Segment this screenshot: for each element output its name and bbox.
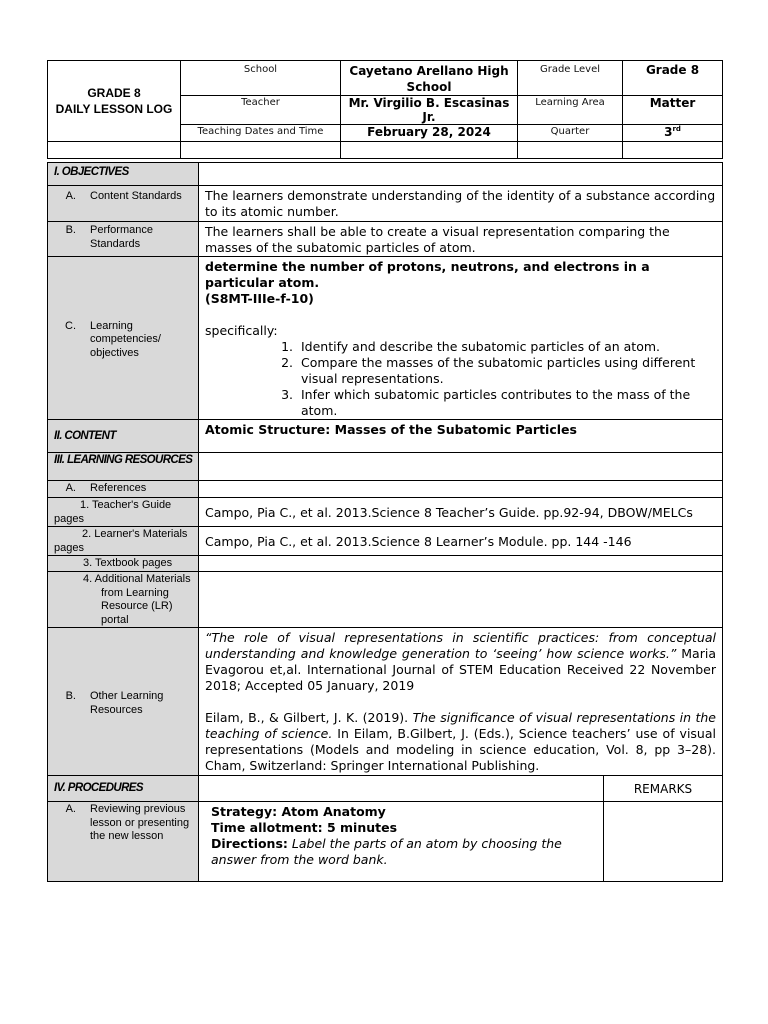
objective-item: 3. Infer which subatomic particles contributes to the mass of the atom. bbox=[297, 387, 716, 419]
row-letter: A. bbox=[65, 803, 76, 815]
reviewing-content-cell bbox=[199, 802, 604, 882]
content-text: Atomic Structure: Masses of the Subatomic Particles bbox=[199, 420, 723, 453]
textbook-label: 3. Textbook pages bbox=[48, 556, 199, 572]
reference-1-title: “The role of visual representations in scientific practices: from conceptual understanding and knowledge generation to ‘seeing’ how science works.” bbox=[205, 630, 716, 661]
reference-2-title: The significance of visual representations in the teaching of science. bbox=[205, 710, 716, 741]
strategy-text: Strategy: Atom Anatomy bbox=[211, 804, 386, 819]
quarter-label: Quarter bbox=[518, 125, 623, 142]
empty-cell bbox=[199, 453, 723, 481]
additional-materials-label: 4. Additional Materials from Learning Resource (LR) portal bbox=[83, 573, 191, 626]
empty-cell bbox=[518, 142, 623, 159]
specifically-label: specifically: bbox=[205, 323, 278, 338]
grade-level-label: Grade Level bbox=[518, 61, 623, 96]
learners-materials-label-cell bbox=[48, 527, 199, 556]
references-label: References bbox=[90, 482, 147, 494]
row-letter: B. bbox=[65, 224, 76, 236]
learning-resources-heading: III. LEARNING RESOURCES bbox=[48, 453, 199, 481]
teachers-guide-label-cell bbox=[48, 498, 199, 527]
school-value: Cayetano Arellano High School bbox=[341, 61, 518, 96]
empty-cell bbox=[199, 481, 723, 498]
empty-cell bbox=[181, 142, 341, 159]
empty-cell bbox=[199, 556, 723, 572]
competency-code: (S8MT-IIIe-f-10) bbox=[205, 291, 314, 306]
additional-materials-label-cell bbox=[48, 572, 199, 628]
dll-header-table bbox=[47, 60, 723, 159]
reference-1 bbox=[205, 630, 716, 694]
grade-title: GRADE 8 bbox=[87, 86, 141, 100]
other-resources-label: Other Learning Resources bbox=[90, 690, 164, 716]
other-resources-cell bbox=[199, 628, 723, 776]
teachers-guide-text: Campo, Pia C., et al. 2013.Science 8 Teacher’s Guide. pp.92-94, DBOW/MELCs bbox=[199, 498, 723, 527]
teacher-label: Teacher bbox=[181, 96, 341, 125]
dates-value: February 28, 2024 bbox=[341, 125, 518, 142]
competencies-label-cell bbox=[48, 257, 199, 420]
objective-item: 2. Compare the masses of the subatomic particles using different visual representations. bbox=[297, 355, 716, 387]
dll-title: DAILY LESSON LOG bbox=[55, 102, 173, 116]
objectives-list bbox=[205, 339, 716, 419]
quarter-suffix: rd bbox=[672, 125, 681, 133]
learners-materials-label: 2. Learner's Materials pages bbox=[54, 528, 188, 554]
competency-main: determine the number of protons, neutrons, and electrons in a particular atom. bbox=[205, 259, 650, 290]
teacher-value: Mr. Virgilio B. Escasinas Jr. bbox=[341, 96, 518, 125]
dates-label: Teaching Dates and Time bbox=[181, 125, 341, 142]
row-letter: A. bbox=[65, 482, 76, 494]
references-label-cell bbox=[48, 481, 199, 498]
procedures-heading: IV. PROCEDURES bbox=[48, 776, 199, 802]
row-letter: B. bbox=[65, 690, 76, 702]
empty-cell bbox=[199, 572, 723, 628]
objective-item: 1. Identify and describe the subatomic particles of an atom. bbox=[297, 339, 716, 355]
time-allotment-text: Time allotment: 5 minutes bbox=[211, 820, 398, 835]
empty-cell bbox=[199, 776, 604, 802]
learners-materials-text: Campo, Pia C., et al. 2013.Science 8 Learner’s Module. pp. 144 -146 bbox=[199, 527, 723, 556]
content-heading: II. CONTENT bbox=[48, 420, 199, 453]
empty-cell bbox=[48, 142, 181, 159]
reference-2-authors: Eilam, B., & Gilbert, J. K. (2019). bbox=[205, 710, 413, 725]
remarks-cell bbox=[604, 802, 723, 882]
other-resources-label-cell bbox=[48, 628, 199, 776]
content-standards-label-cell bbox=[48, 186, 199, 222]
performance-standards-label: Performance Standards bbox=[90, 224, 153, 250]
reference-2 bbox=[205, 710, 716, 774]
row-letter: C. bbox=[65, 319, 76, 332]
competencies-label: Learning competencies/ objectives bbox=[90, 319, 161, 359]
directions-label: Directions: bbox=[211, 836, 288, 851]
teachers-guide-label: 1. Teacher's Guide pages bbox=[54, 499, 172, 525]
reviewing-label-cell bbox=[48, 802, 199, 882]
directions-text: Label the parts of an atom by choosing the answer from the word bank. bbox=[211, 836, 562, 867]
reviewing-label: Reviewing previous lesson or presenting the new lesson bbox=[90, 803, 190, 842]
empty-cell bbox=[341, 142, 518, 159]
performance-standards-text: The learners shall be able to create a visual representation comparing the masses of the subatomic particles of atom. bbox=[199, 222, 723, 257]
quarter-value-cell bbox=[623, 125, 723, 142]
learning-area-label: Learning Area bbox=[518, 96, 623, 125]
content-standards-text: The learners demonstrate understanding of the identity of a substance according to its atomic number. bbox=[199, 186, 723, 222]
empty-cell bbox=[199, 163, 723, 186]
reference-2-details: In Eilam, B.Gilbert, J. (Eds.), Science teachers’ use of visual representations (Models and modeling in science education, Vol. 8, pp 3–28). Cham, Switzerland: Springer International Publishing. bbox=[205, 726, 716, 773]
quarter-value: 3 bbox=[664, 125, 673, 139]
grade-title-cell bbox=[48, 61, 181, 142]
directions bbox=[211, 836, 597, 868]
lesson-plan-table bbox=[47, 162, 723, 882]
objectives-heading: I. OBJECTIVES bbox=[48, 163, 199, 186]
school-label: School bbox=[181, 61, 341, 96]
reference-1-details: Maria Evagorou et,al. International Journal of STEM Education Received 22 November 2018; Accepted 05 January, 2019 bbox=[205, 646, 716, 693]
content-standards-label: Content Standards bbox=[90, 190, 182, 202]
row-letter: A. bbox=[65, 190, 76, 202]
remarks-heading: REMARKS bbox=[604, 776, 723, 802]
competencies-cell bbox=[199, 257, 723, 420]
performance-standards-label-cell bbox=[48, 222, 199, 257]
empty-cell bbox=[623, 142, 723, 159]
learning-area-value: Matter bbox=[623, 96, 723, 125]
grade-level-value: Grade 8 bbox=[623, 61, 723, 96]
